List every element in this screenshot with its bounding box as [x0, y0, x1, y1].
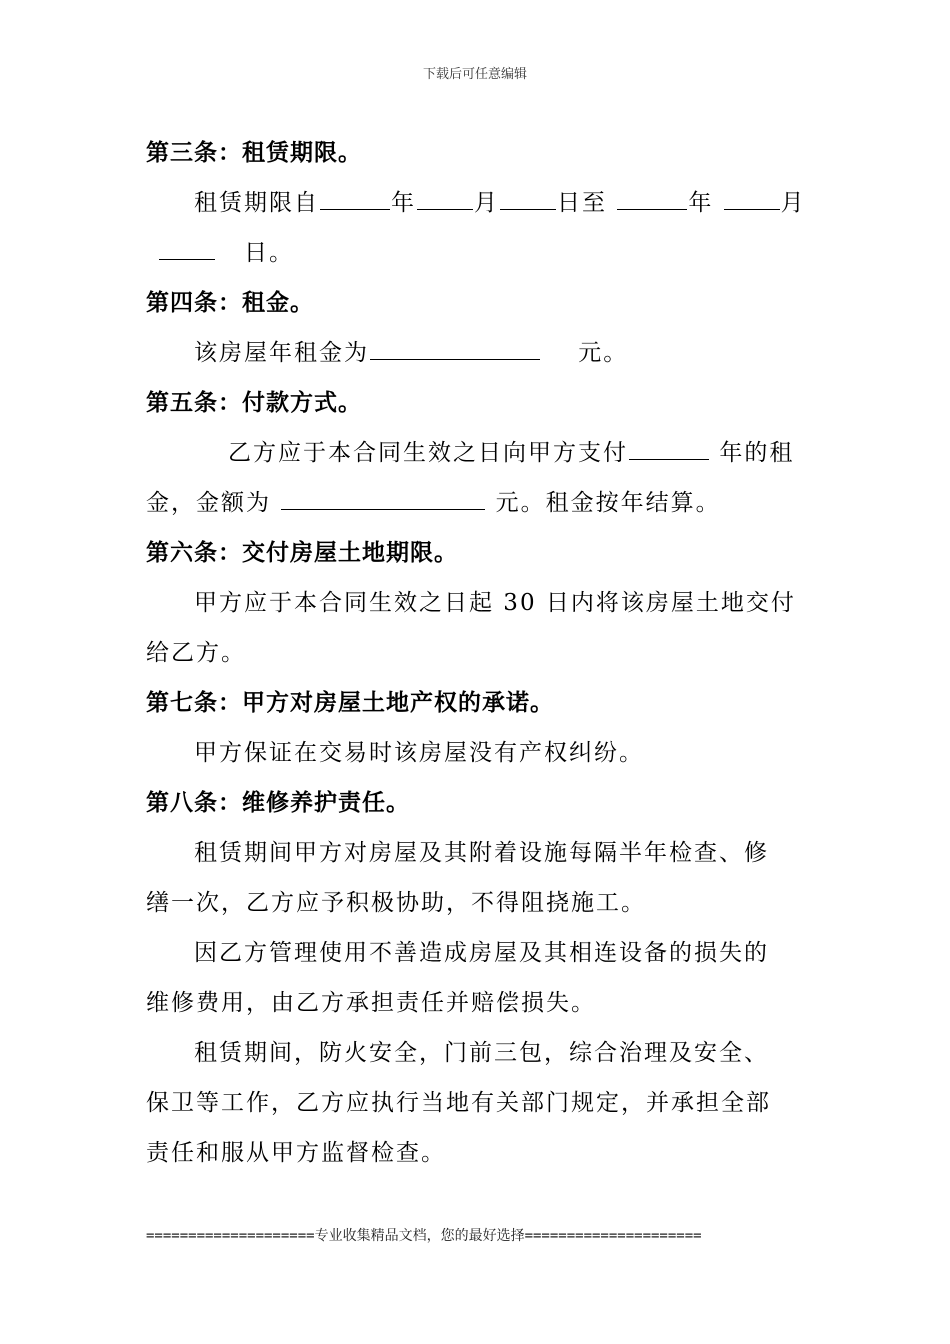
blank-end-month[interactable] [724, 187, 780, 210]
blank-years-paid[interactable] [629, 437, 709, 460]
article-4-text: 该房屋年租金为 [194, 340, 369, 366]
blank-end-day[interactable] [159, 237, 215, 260]
label-year-rent: 年的租 [719, 440, 795, 466]
article-8-p2-line-2: 维修费用，由乙方承担责任并赔偿损失。 [146, 990, 596, 1016]
document-body [146, 128, 806, 1178]
blank-end-year[interactable] [617, 187, 687, 210]
article-8-p3-line-1: 租赁期间，防火安全，门前三包，综合治理及安全、 [194, 1040, 769, 1066]
article-4-heading: 第四条：租金。 [146, 290, 314, 316]
article-7-heading: 第七条：甲方对房屋土地产权的承诺。 [146, 690, 554, 716]
article-3-heading: 第三条：租赁期限。 [146, 140, 362, 166]
article-5-text: 乙方应于本合同生效之日向甲方支付 [228, 440, 628, 466]
article-8-heading: 第八条：维修养护责任。 [146, 790, 410, 816]
article-3-line-1 [146, 178, 806, 228]
article-6-line-2: 给乙方。 [146, 640, 246, 666]
label-month-2: 月 [780, 190, 806, 216]
blank-amount[interactable] [281, 487, 485, 510]
blank-start-day[interactable] [500, 187, 556, 210]
article-5-heading: 第五条：付款方式。 [146, 390, 362, 416]
article-5-line-1 [146, 428, 806, 478]
blank-annual-rent[interactable] [370, 337, 540, 360]
label-yuan: 元。 [578, 340, 629, 366]
article-3-text: 租赁期限自 [194, 190, 319, 216]
article-8-p2-line-1: 因乙方管理使用不善造成房屋及其相连设备的损失的 [194, 940, 769, 966]
article-5-line-2 [146, 478, 806, 528]
article-6-heading: 第六条：交付房屋土地期限。 [146, 540, 458, 566]
article-8-p3-line-2: 保卫等工作，乙方应执行当地有关部门规定，并承担全部 [146, 1090, 771, 1116]
article-5-amount-label: 金，金额为 [146, 490, 271, 516]
article-8-p3-line-3: 责任和服从甲方监督检查。 [146, 1140, 446, 1166]
article-4-line-1 [146, 328, 806, 378]
page-footer: ====================专业收集精品文档，您的最好选择===================== [146, 1228, 702, 1244]
page-header: 下载后可任意编辑 [422, 67, 527, 82]
article-8-p1-line-2: 缮一次，乙方应予积极协助，不得阻挠施工。 [146, 890, 646, 916]
article-8-p1-line-1: 租赁期间甲方对房屋及其附着设施每隔半年检查、修 [194, 840, 769, 866]
article-7-line-1: 甲方保证在交易时该房屋没有产权纠纷。 [194, 740, 644, 766]
blank-start-year[interactable] [320, 187, 390, 210]
label-month: 月 [474, 190, 499, 216]
article-5-settlement: 元。租金按年结算。 [495, 490, 721, 516]
label-year: 年 [391, 190, 416, 216]
article-3-line-2 [146, 228, 806, 278]
article-6-line-1: 甲方应于本合同生效之日起 30 日内将该房屋土地交付 [194, 590, 796, 616]
label-year-2: 年 [688, 190, 714, 216]
label-day-end: 日。 [243, 240, 294, 266]
blank-start-month[interactable] [417, 187, 473, 210]
label-day-to: 日至 [557, 190, 607, 216]
